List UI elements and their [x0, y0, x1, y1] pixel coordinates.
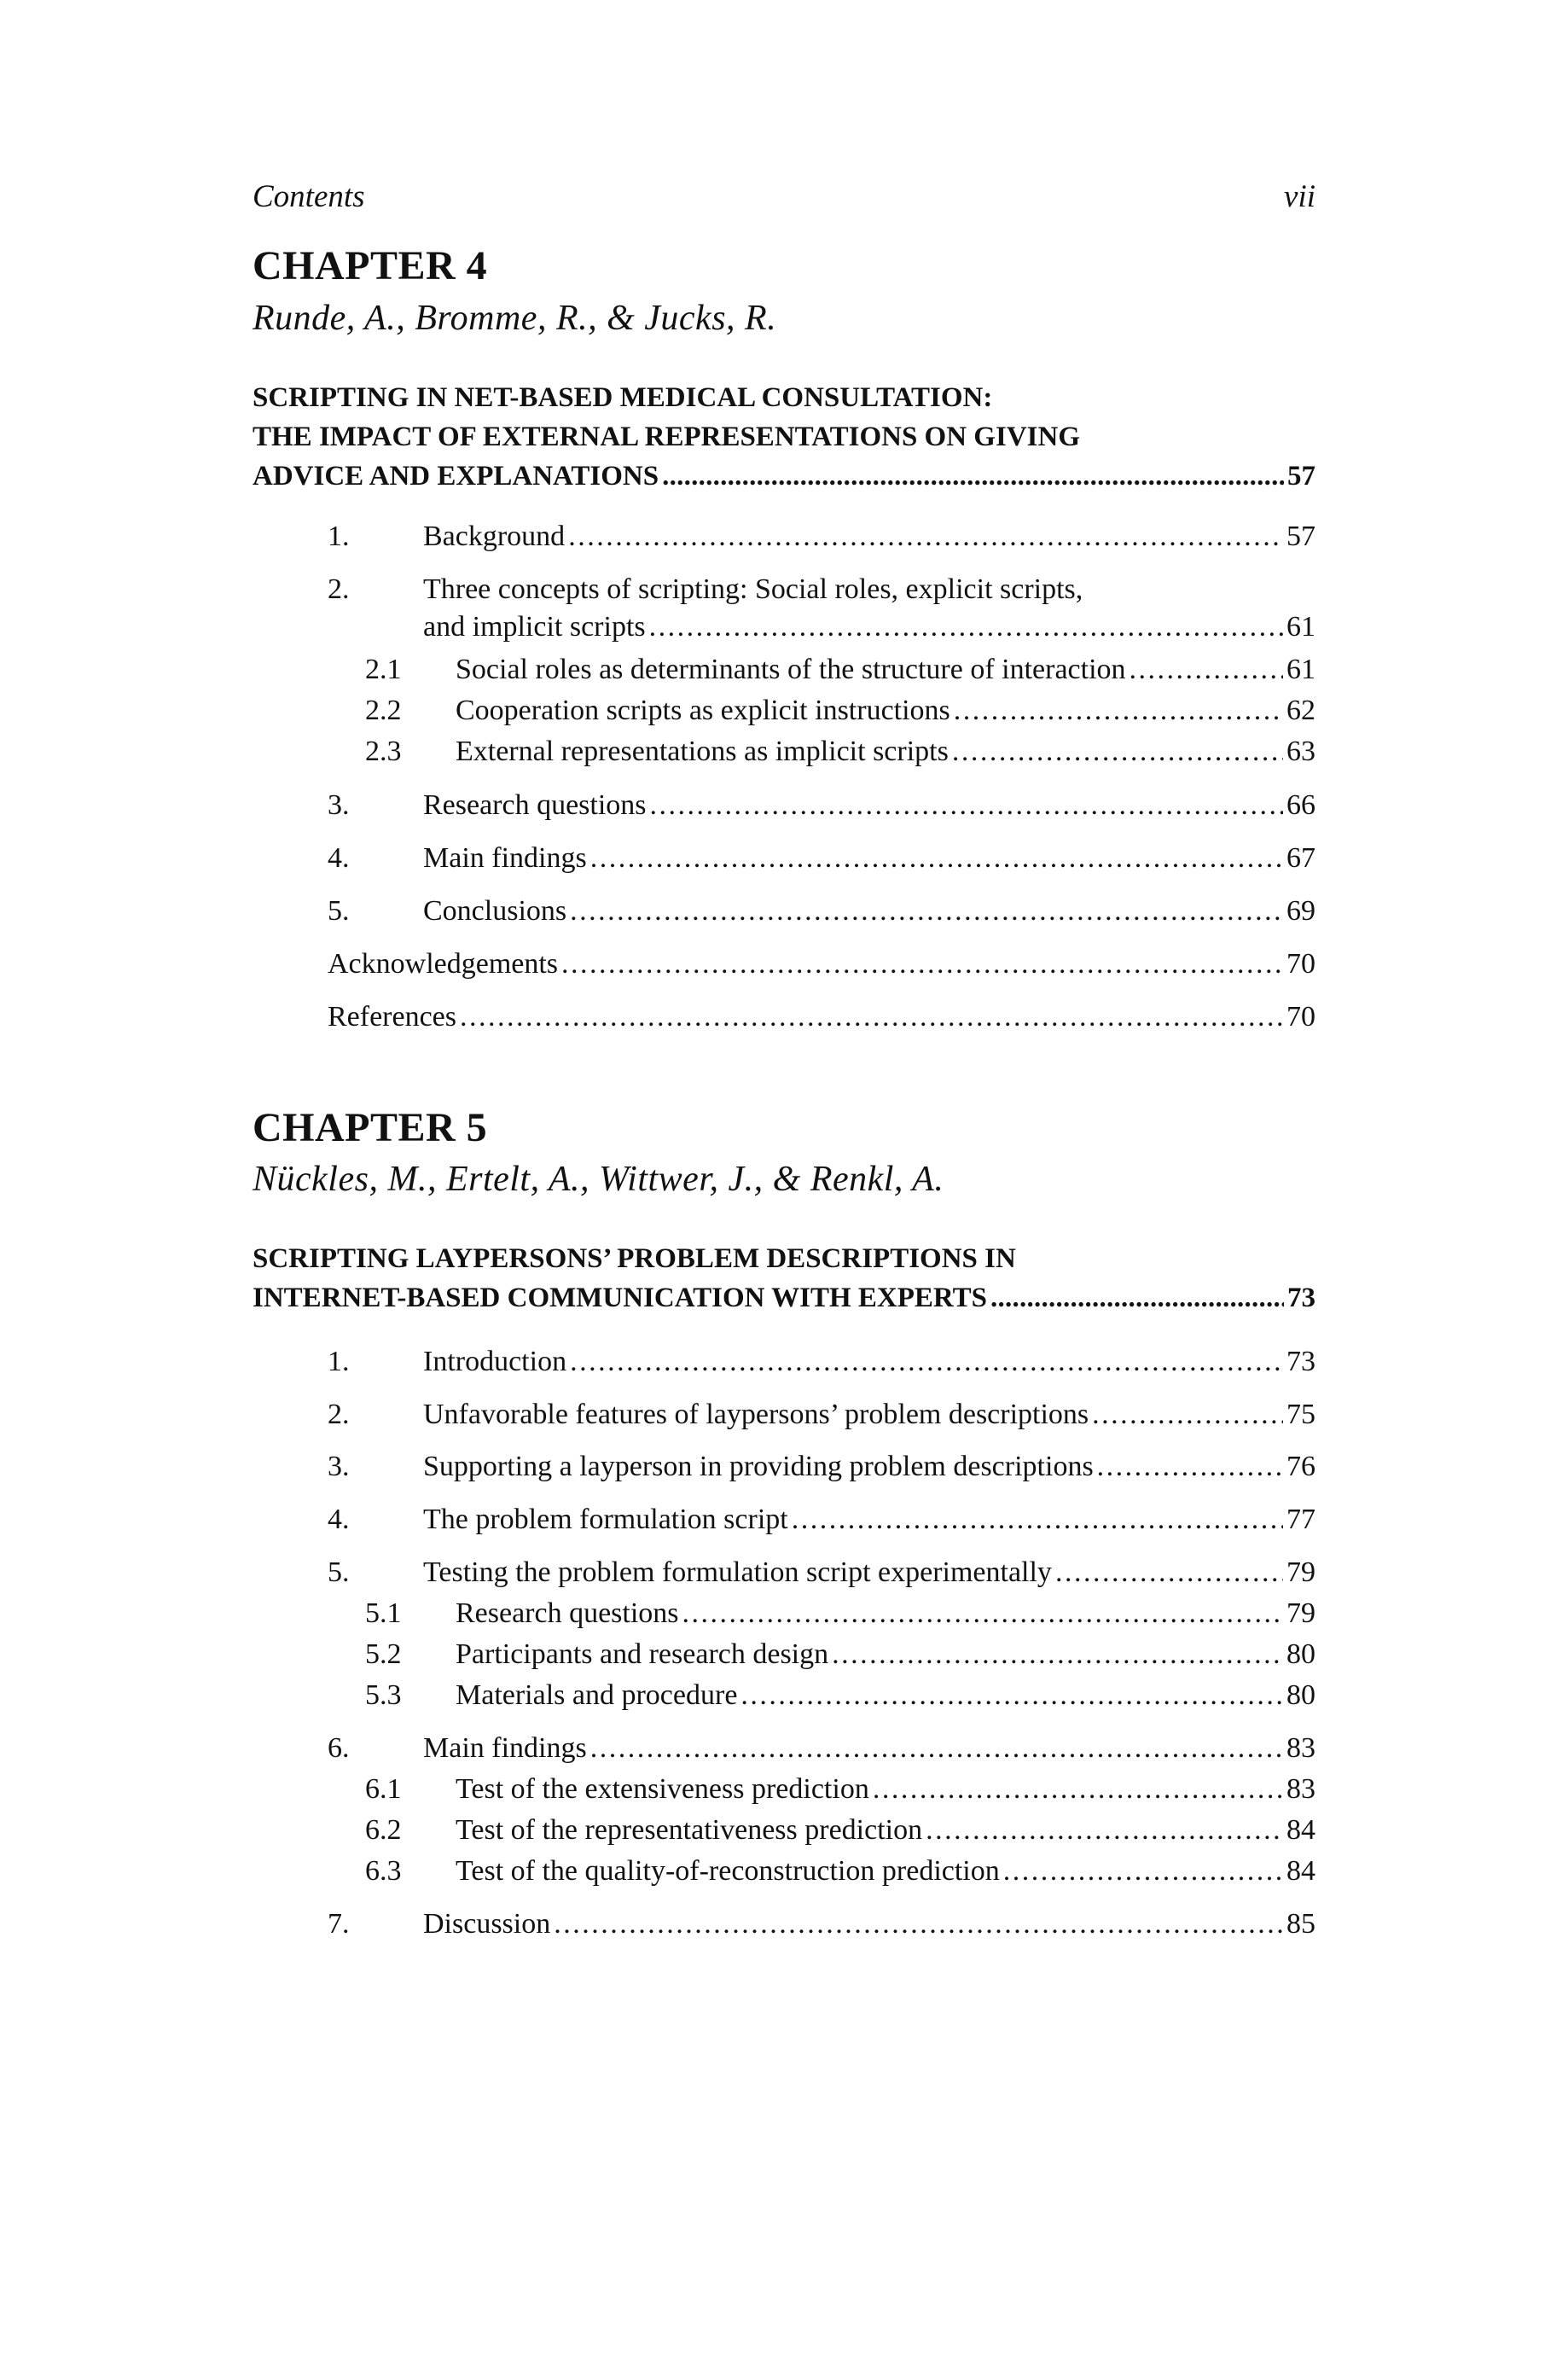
dot-leader [873, 1771, 1283, 1808]
entry-title: Unfavorable features of laypersons’ problem descriptions [423, 1399, 1089, 1430]
entry-title: Participants and research design [456, 1638, 829, 1670]
entry-number: 4. [328, 842, 350, 874]
dot-leader [952, 733, 1283, 771]
entry-title: Background [423, 521, 566, 552]
entry-title: References [328, 1001, 457, 1033]
dot-leader [832, 1636, 1283, 1673]
chapter-heading-line: THE IMPACT OF EXTERNAL REPRESENTATIONS ON GIVING [253, 422, 1080, 452]
dot-leader [590, 840, 1283, 877]
page-number: 73 [1286, 1346, 1315, 1377]
chapter-authors: Nückles, M., Ertelt, A., Wittwer, J., & Renkl, A. [253, 1160, 944, 1199]
entry-number: 2. [328, 573, 350, 605]
page-number: 62 [1286, 695, 1315, 726]
entry-title: Test of the quality-of-reconstruction prediction [456, 1855, 1000, 1887]
dot-leader [650, 787, 1283, 824]
page-number: 70 [1286, 1001, 1315, 1033]
dot-leader [1003, 1853, 1283, 1890]
page-number: 83 [1286, 1732, 1315, 1764]
entry-title: Test of the representativeness prediction [456, 1814, 923, 1846]
page-number: 57 [1286, 521, 1315, 552]
dot-leader [1055, 1554, 1283, 1591]
page-number: 66 [1286, 789, 1315, 821]
entry-title: Test of the extensiveness prediction [456, 1773, 869, 1805]
dot-leader [926, 1812, 1283, 1849]
page-number: 77 [1286, 1504, 1315, 1535]
entry-title: Testing the problem formulation script experimentally [423, 1556, 1052, 1588]
dot-leader [1097, 1448, 1283, 1486]
page-number: 84 [1286, 1855, 1315, 1887]
page-number: 73 [1287, 1283, 1315, 1313]
entry-number: 5. [328, 1556, 350, 1588]
running-head-page-number: vii [1284, 179, 1315, 214]
entry-number: 2.2 [365, 695, 402, 726]
dot-leader [792, 1501, 1283, 1539]
entry-title: Introduction [423, 1346, 567, 1377]
entry-number: 6.1 [365, 1773, 402, 1805]
dot-leader [554, 1905, 1283, 1943]
entry-title-line: Three concepts of scripting: Social roles, explicit scripts, [423, 573, 1083, 605]
dot-leader [590, 1730, 1283, 1767]
entry-number: 5.1 [365, 1597, 402, 1629]
entry-title: Main findings [423, 1732, 587, 1764]
dot-leader [561, 945, 1283, 983]
page-number: 57 [1287, 461, 1315, 492]
running-head [253, 175, 1315, 219]
chapter-heading-line: SCRIPTING LAYPERSONS’ PROBLEM DESCRIPTIONS IN [253, 1243, 1016, 1274]
entry-title: Social roles as determinants of the structure of interaction [456, 654, 1126, 685]
dot-leader [649, 608, 1283, 646]
chapter-heading[interactable] [253, 1239, 1315, 1318]
page-number: 67 [1286, 842, 1315, 874]
chapter-heading-line: INTERNET-BASED COMMUNICATION WITH EXPERTS [253, 1283, 987, 1313]
entry-number: 6. [328, 1732, 350, 1764]
entry-title: Research questions [456, 1597, 679, 1629]
dot-leader [570, 1343, 1283, 1381]
entry-title: Research questions [423, 789, 647, 821]
page-number: 69 [1286, 895, 1315, 927]
page-number: 80 [1286, 1679, 1315, 1711]
page-number: 63 [1286, 736, 1315, 767]
entry-number: 2. [328, 1399, 350, 1430]
dot-leader [662, 457, 1284, 496]
page-number: 79 [1286, 1597, 1315, 1629]
page-number: 76 [1286, 1451, 1315, 1482]
page-number: 75 [1286, 1399, 1315, 1430]
entry-number: 6.2 [365, 1814, 402, 1846]
dot-leader [990, 1278, 1284, 1318]
entry-title: The problem formulation script [423, 1504, 788, 1535]
chapter-heading-line: ADVICE AND EXPLANATIONS [253, 461, 659, 492]
entry-number: 2.1 [365, 654, 402, 685]
page-number: 84 [1286, 1814, 1315, 1846]
running-head-section: Contents [253, 179, 365, 214]
entry-number: 2.3 [365, 736, 402, 767]
entry-number: 1. [328, 521, 350, 552]
dot-leader [954, 692, 1283, 730]
page-number: 85 [1286, 1908, 1315, 1940]
dot-leader [682, 1595, 1283, 1632]
entry-number: 3. [328, 1451, 350, 1482]
page-number: 70 [1286, 948, 1315, 980]
chapter-heading[interactable] [253, 378, 1315, 496]
dot-leader [740, 1677, 1283, 1714]
entry-number: 6.3 [365, 1855, 402, 1887]
dot-leader [570, 893, 1283, 930]
chapter-title: CHAPTER 5 [253, 1105, 488, 1150]
entry-title: External representations as implicit scripts [456, 736, 949, 767]
entry-number: 5.2 [365, 1638, 402, 1670]
page-number: 79 [1286, 1556, 1315, 1588]
entry-title: Main findings [423, 842, 587, 874]
page-number: 83 [1286, 1773, 1315, 1805]
page-number: 61 [1286, 611, 1315, 643]
entry-number: 4. [328, 1504, 350, 1535]
dot-leader [460, 998, 1283, 1036]
entry-title: Discussion [423, 1908, 551, 1940]
chapter-authors: Runde, A., Bromme, R., & Jucks, R. [253, 299, 777, 338]
entry-title: Supporting a layperson in providing problem descriptions [423, 1451, 1094, 1482]
dot-leader [1092, 1396, 1283, 1434]
entry-title: Materials and procedure [456, 1679, 738, 1711]
entry-number: 5. [328, 895, 350, 927]
entry-number: 7. [328, 1908, 350, 1940]
page-number: 61 [1286, 654, 1315, 685]
entry-title: Acknowledgements [328, 948, 559, 980]
entry-title: Conclusions [423, 895, 567, 927]
page-number: 80 [1286, 1638, 1315, 1670]
entry-number: 3. [328, 789, 350, 821]
dot-leader [568, 518, 1283, 556]
dot-leader [1130, 651, 1283, 689]
entry-number: 1. [328, 1346, 350, 1377]
entry-title: Cooperation scripts as explicit instructions [456, 695, 950, 726]
entry-number: 5.3 [365, 1679, 402, 1711]
chapter-title: CHAPTER 4 [253, 243, 488, 288]
chapter-heading-line: SCRIPTING IN NET-BASED MEDICAL CONSULTATION: [253, 382, 993, 413]
entry-title: and implicit scripts [423, 611, 646, 643]
